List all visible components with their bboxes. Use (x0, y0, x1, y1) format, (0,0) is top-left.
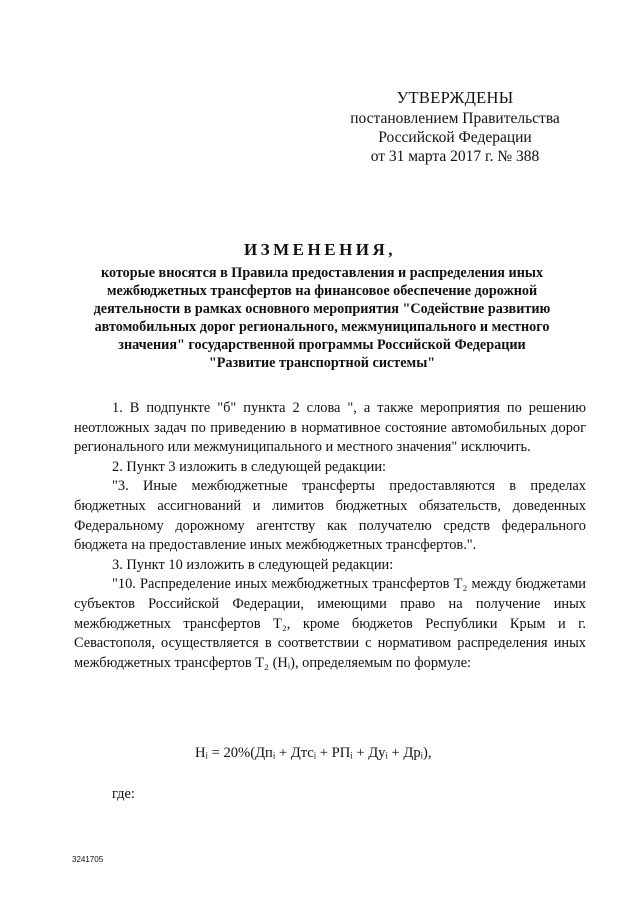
paragraph-1: 1. В подпункте "б" пункта 2 слова ", а также мероприятия по решению неотложных задач по приведению в нормативное состояние автомобильных дорог регионального или межмуниципального и местного значения" исключить. (74, 400, 586, 456)
approval-line-2: Российской Федерации (378, 129, 532, 146)
approval-line-1: постановлением Правительства (350, 110, 560, 127)
subtitle-line: межбюджетных трансфертов на финансовое обеспечение дорожной (106, 283, 538, 299)
paragraph-3: "3. Иные межбюджетные трансферты предоставляются в пределах бюджетных ассигнований и лимитов бюджетных обязательств, доведенных Федеральному дорожному агентству как получателю средств федерального бюджета на предоставление иных межбюджетных трансфертов.". (74, 478, 586, 554)
subtitle-line: автомобильных дорог регионального, межмуниципального и местного (94, 319, 550, 335)
approval-block (330, 88, 580, 166)
document-body (74, 399, 586, 673)
subtitle-line: "Развитие транспортной системы" (208, 355, 436, 371)
paragraph-2: 2. Пункт 3 изложить в следующей редакции: (112, 458, 387, 475)
where-label: где: (112, 786, 135, 802)
subtitle-line: значения" государственной программы Российской Федерации (118, 337, 526, 353)
document-subtitle (72, 264, 572, 372)
subtitle-line: деятельности в рамках основного мероприятия "Содействие развитию (93, 301, 551, 317)
paragraph-4: 3. Пункт 10 изложить в следующей редакции: (112, 556, 394, 573)
formula: Нᵢ = 20%(Дпᵢ + Дтсᵢ + РПᵢ + Дуᵢ + Дрᵢ), (195, 745, 432, 761)
subtitle-line: которые вносятся в Правила предоставления и распределения иных (100, 265, 544, 281)
document-number: 3241705 (72, 855, 104, 864)
paragraph-5: "10. Распределение иных межбюджетных трансфертов Т₂ между бюджетами субъектов Российской Федерации, имеющими право на получение иных межбюджетных трансфертов Т₂, кроме бюджетов Республики Крым и г. Севастополя, осуществляется в соответствии с нормативом распределения иных межбюджетных трансфертов Т₂ (Нᵢ), определяемым по формуле: (74, 576, 586, 671)
approval-line-3: от 31 марта 2017 г. № 388 (370, 148, 540, 165)
approval-heading: УТВЕРЖДЕНЫ (396, 88, 514, 107)
document-title: ИЗМЕНЕНИЯ, (243, 240, 397, 259)
